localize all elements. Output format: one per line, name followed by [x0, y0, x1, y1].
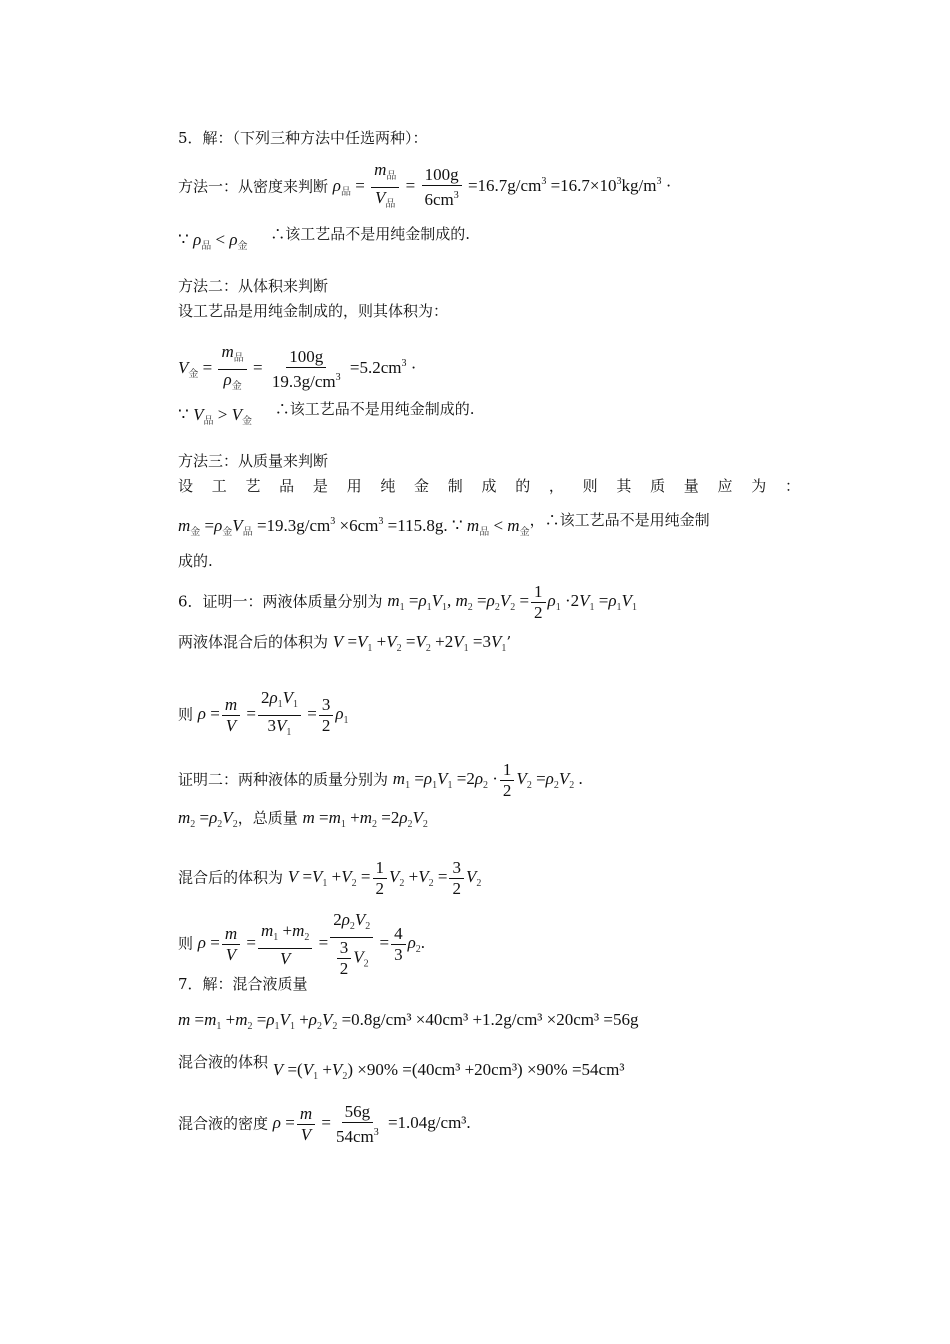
q5-heading: 5．解：（下列三种方法中任选两种）： [178, 129, 428, 147]
q7-mass-formula: $m =m_1 +m_2 =\rho_1V_1 +\rho_2V_2 =0.8g/cm^3 \times 40cm^3 +1.2g/cm^3 \times 20cm^3 =56g$ [178, 1010, 639, 1032]
q5-method1-line [178, 160, 671, 215]
q5-method2-result: =5.2cm [349, 358, 402, 378]
q5-method1-conclusion: ∵ $\rho_品 < \rho_金$ ∴该工艺品不是用纯金制成的. [178, 225, 471, 252]
q6-proof1-label: 6．证明一：两液体质量分别为 [178, 592, 383, 611]
q5-method3-concl2: 成的. [178, 552, 213, 570]
q7-heading: 7．解：混合液质量 [178, 975, 308, 993]
q5-method2-concl-text: ∴该工艺品不是用纯金制成的. [274, 400, 475, 418]
q6-proof1-vol-label: 两液体混合后的体积为 [178, 633, 329, 651]
q7-volume-line: 混合液的体积 $V =(V_1 +V_2) \times 90\% =(40cm^3 +20cm^3) \times 90\% =54cm^3$ [178, 1053, 625, 1082]
q6-proof1-result: 则 ρ = $\frac{m}{V}$ = $\frac{2\rho_1V_1}{3V_1}$ = $\frac{3}{2}$ $\rho_1$ [178, 688, 349, 738]
q5-method1-result: =16.7g/cm [467, 176, 542, 196]
q5-method1-result2: =16.7×10 [550, 176, 617, 196]
q5-method1-label: 方法一：从密度来判断 [178, 177, 329, 196]
q5-method1-result3: kg/m [621, 176, 657, 196]
q6-proof1-line: 6．证明一：两液体质量分别为 $m_1 =\rho_1V_1$, $m_2 =\rho_2V_2$ = $\frac{1}{2}$ $\rho_1 \cdot 2V_1 =\rho_1V_1$ [178, 582, 637, 622]
q7-density-label: 混合液的密度 [178, 1114, 269, 1133]
q5-method2-assume: 设工艺品是用纯金制成的，则其体积为： [178, 302, 449, 320]
q5-method2-conclusion: ∵ $V_品 > V_金$ ∴该工艺品不是用纯金制成的. [178, 400, 475, 427]
q7-density-line: 混合液的密度 ρ = $\frac{m}{V}$ = $\frac{56g}{54cm^3}$ =1.04g/cm³. [178, 1102, 471, 1146]
q5-method3-concl-text: ，∴该工艺品不是用纯金制 [529, 511, 710, 529]
q5-method3-formula: $m_金 =\rho_金V_品 =19.3g/cm^3 \times 6cm^3 =115.8g$. ∵ $m_品 < m_金$，∴该工艺品不是用纯金制 [178, 511, 710, 538]
q6-proof1-then: 则 [178, 705, 194, 724]
q6-proof2-vol-label: 混合后的体积为 [178, 868, 284, 887]
q6-proof2-then: 则 [178, 934, 194, 953]
q5-method1-concl-text: ∴该工艺品不是用纯金制成的. [270, 225, 471, 243]
q6-proof2-label: 证明二：两种液体的质量分别为 [178, 770, 389, 789]
q6-proof1-volume: 两液体混合后的体积为 $V =V_1 +V_2 =V_2 +2V_1 =3V_1$’ [178, 632, 512, 654]
q5-method3-assume: 设 工 艺 品 是 用 纯 金 制 成 的 ， 则 其 质 量 应 为 ： [178, 477, 800, 495]
q7-volume-label: 混合液的体积 [178, 1053, 269, 1071]
q7-volume-value: ×90% =(40cm³ +20cm³) ×90% =54cm³ [357, 1060, 625, 1079]
q5-method3-label: 方法三：从质量来判断 [178, 452, 329, 470]
q6-proof2-total: $m_2 =\rho_2V_2$，总质量 $m =m_1 +m_2 =2\rho_2V_2$ [178, 808, 428, 830]
q6-proof2-total-label: ，总质量 [237, 809, 298, 827]
q7-mass-value: =0.8g/cm³ ×40cm³ +1.2g/cm³ ×20cm³ =56g [341, 1010, 639, 1029]
q6-proof2-result: 则 ρ = $\frac{m}{V}$ = $\frac{m_1 +m_2}{V}$ = $2\rho_2V_2$ $\frac{3}{2}$ $V_2$ = $\frac{4}{3}$ $\rho_2$. [178, 910, 426, 978]
q5-method2-label: 方法二：从体积来判断 [178, 277, 329, 295]
q6-proof2-volume: 混合后的体积为 $V =V_1 +V_2$ = $\frac{1}{2}$ $V_2 +V_2$ = $\frac{3}{2}$ $V_2$ [178, 858, 482, 898]
q5-method2-formula: $V_金$ = $\frac{m_品}{\rho_金}$ = $\frac{100g}{19.3g/cm^3}$ $=5.2cm^3$ · [178, 342, 417, 392]
q5-method1-formula: $\rho_品$ = $\frac{m_品}{V_品}$ = $\frac{100g}{6cm^3}$ $=16.7g/cm^3 =16.7\times 10^3kg/m^3$ · [332, 160, 672, 210]
q6-proof2-line: 证明二：两种液体的质量分别为 $m_1 =\rho_1V_1 =2\rho_2$ · $\frac{1}{2}$ $V_2 =\rho_2V_2$ . [178, 760, 583, 800]
q7-density-value: =1.04g/cm³. [387, 1113, 471, 1133]
